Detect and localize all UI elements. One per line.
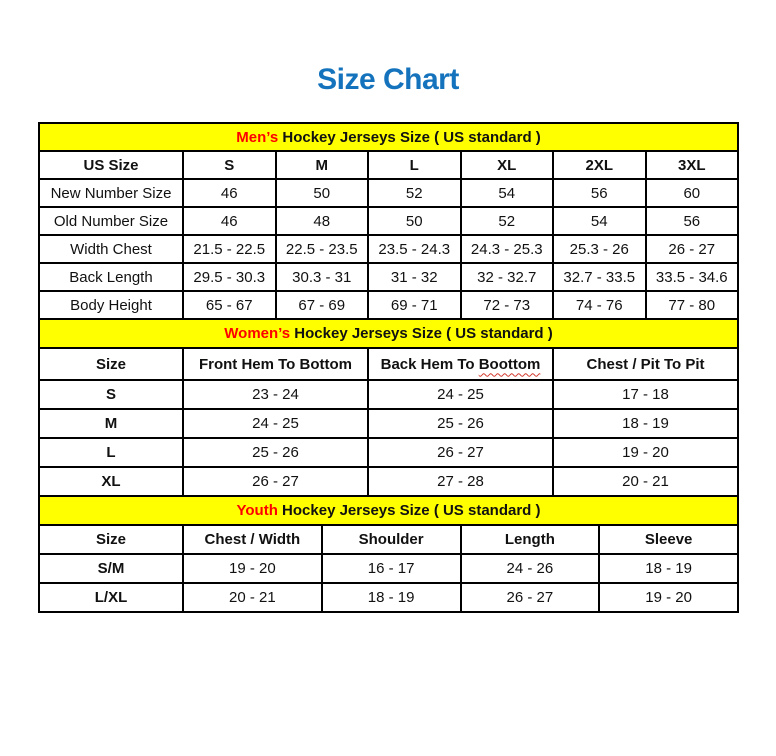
size-value: 67 - 69	[276, 291, 369, 319]
size-value: 26 - 27	[646, 235, 739, 263]
table-row	[39, 207, 738, 235]
size-value: 24 - 25	[368, 380, 553, 409]
size-value: 22.5 - 23.5	[276, 235, 369, 263]
size-value: 26 - 27	[368, 438, 553, 467]
size-value: 65 - 67	[183, 291, 276, 319]
table-row	[39, 179, 738, 207]
section-banner	[39, 320, 738, 348]
column-header: M	[276, 151, 369, 179]
size-value: 56	[646, 207, 739, 235]
table-row	[39, 467, 738, 496]
size-value: 18 - 19	[322, 583, 461, 612]
table-row	[39, 263, 738, 291]
page-title: Size Chart	[317, 63, 459, 96]
youth-header-row	[39, 525, 738, 554]
column-header: US Size	[39, 151, 183, 179]
size-value: 72 - 73	[461, 291, 554, 319]
column-header: Chest / Pit To Pit	[553, 348, 738, 380]
column-header-text: Back Hem To	[380, 355, 479, 373]
size-chart	[38, 122, 737, 613]
column-header: S	[183, 151, 276, 179]
size-value: 69 - 71	[368, 291, 461, 319]
size-value: 77 - 80	[646, 291, 739, 319]
size-value: 48	[276, 207, 369, 235]
womens-size-table	[38, 320, 739, 497]
banner-text: Hockey Jerseys Size ( US standard )	[277, 502, 541, 519]
column-header: L	[368, 151, 461, 179]
row-label: New Number Size	[39, 179, 183, 207]
table-row	[39, 583, 738, 612]
table-row	[39, 438, 738, 467]
size-value: 24 - 26	[461, 554, 600, 583]
section-banner	[39, 123, 738, 151]
row-label: S/M	[39, 554, 183, 583]
row-label: XL	[39, 467, 183, 496]
size-value: 27 - 28	[368, 467, 553, 496]
table-row	[39, 409, 738, 438]
size-value: 50	[276, 179, 369, 207]
column-header	[368, 348, 553, 380]
size-value: 52	[461, 207, 554, 235]
size-value: 74 - 76	[553, 291, 646, 319]
mens-header-row	[39, 151, 738, 179]
banner-highlight: Youth	[236, 502, 278, 519]
size-value: 46	[183, 207, 276, 235]
size-value: 26 - 27	[183, 467, 368, 496]
column-header: Size	[39, 525, 183, 554]
banner-highlight: Women’s	[224, 325, 291, 342]
table-row	[39, 380, 738, 409]
size-value: 18 - 19	[599, 554, 738, 583]
table-row	[39, 291, 738, 319]
size-value: 26 - 27	[461, 583, 600, 612]
size-value: 19 - 20	[553, 438, 738, 467]
section-banner	[39, 497, 738, 525]
mens-banner-row	[39, 123, 738, 151]
column-header: Length	[461, 525, 600, 554]
size-value: 25 - 26	[368, 409, 553, 438]
size-value: 18 - 19	[553, 409, 738, 438]
size-value: 24.3 - 25.3	[461, 235, 554, 263]
size-value: 46	[183, 179, 276, 207]
womens-header-row	[39, 348, 738, 380]
row-label: M	[39, 409, 183, 438]
column-header: Chest / Width	[183, 525, 322, 554]
column-header: Sleeve	[599, 525, 738, 554]
size-value: 50	[368, 207, 461, 235]
mens-size-table	[38, 122, 739, 320]
size-value: 60	[646, 179, 739, 207]
table-row	[39, 554, 738, 583]
size-value: 29.5 - 30.3	[183, 263, 276, 291]
size-value: 32.7 - 33.5	[553, 263, 646, 291]
size-value: 30.3 - 31	[276, 263, 369, 291]
size-value: 56	[553, 179, 646, 207]
size-value: 23.5 - 24.3	[368, 235, 461, 263]
row-label: Body Height	[39, 291, 183, 319]
table-row	[39, 235, 738, 263]
size-value: 19 - 20	[183, 554, 322, 583]
banner-text: Hockey Jerseys Size ( US standard )	[278, 128, 541, 146]
column-header: XL	[461, 151, 554, 179]
size-value: 19 - 20	[599, 583, 738, 612]
row-label: Old Number Size	[39, 207, 183, 235]
size-value: 33.5 - 34.6	[646, 263, 739, 291]
youth-size-table	[38, 497, 739, 613]
row-label: Back Length	[39, 263, 183, 291]
row-label: L/XL	[39, 583, 183, 612]
row-label: L	[39, 438, 183, 467]
column-header: Front Hem To Bottom	[183, 348, 368, 380]
size-value: 24 - 25	[183, 409, 368, 438]
size-value: 25.3 - 26	[553, 235, 646, 263]
size-value: 54	[553, 207, 646, 235]
banner-text: Hockey Jerseys Size ( US standard )	[290, 325, 553, 342]
column-header: Size	[39, 348, 183, 380]
youth-banner-row	[39, 497, 738, 525]
row-label: S	[39, 380, 183, 409]
size-value: 20 - 21	[553, 467, 738, 496]
womens-banner-row	[39, 320, 738, 348]
size-value: 54	[461, 179, 554, 207]
column-header: 2XL	[553, 151, 646, 179]
size-value: 32 - 32.7	[461, 263, 554, 291]
size-value: 52	[368, 179, 461, 207]
size-value: 21.5 - 22.5	[183, 235, 276, 263]
size-value: 16 - 17	[322, 554, 461, 583]
size-value: 25 - 26	[183, 438, 368, 467]
misspelled-word: Boottom	[478, 355, 541, 373]
column-header: 3XL	[646, 151, 739, 179]
size-value: 20 - 21	[183, 583, 322, 612]
size-value: 31 - 32	[368, 263, 461, 291]
size-value: 23 - 24	[183, 380, 368, 409]
banner-highlight: Men’s	[236, 128, 279, 146]
column-header: Shoulder	[322, 525, 461, 554]
row-label: Width Chest	[39, 235, 183, 263]
size-value: 17 - 18	[553, 380, 738, 409]
